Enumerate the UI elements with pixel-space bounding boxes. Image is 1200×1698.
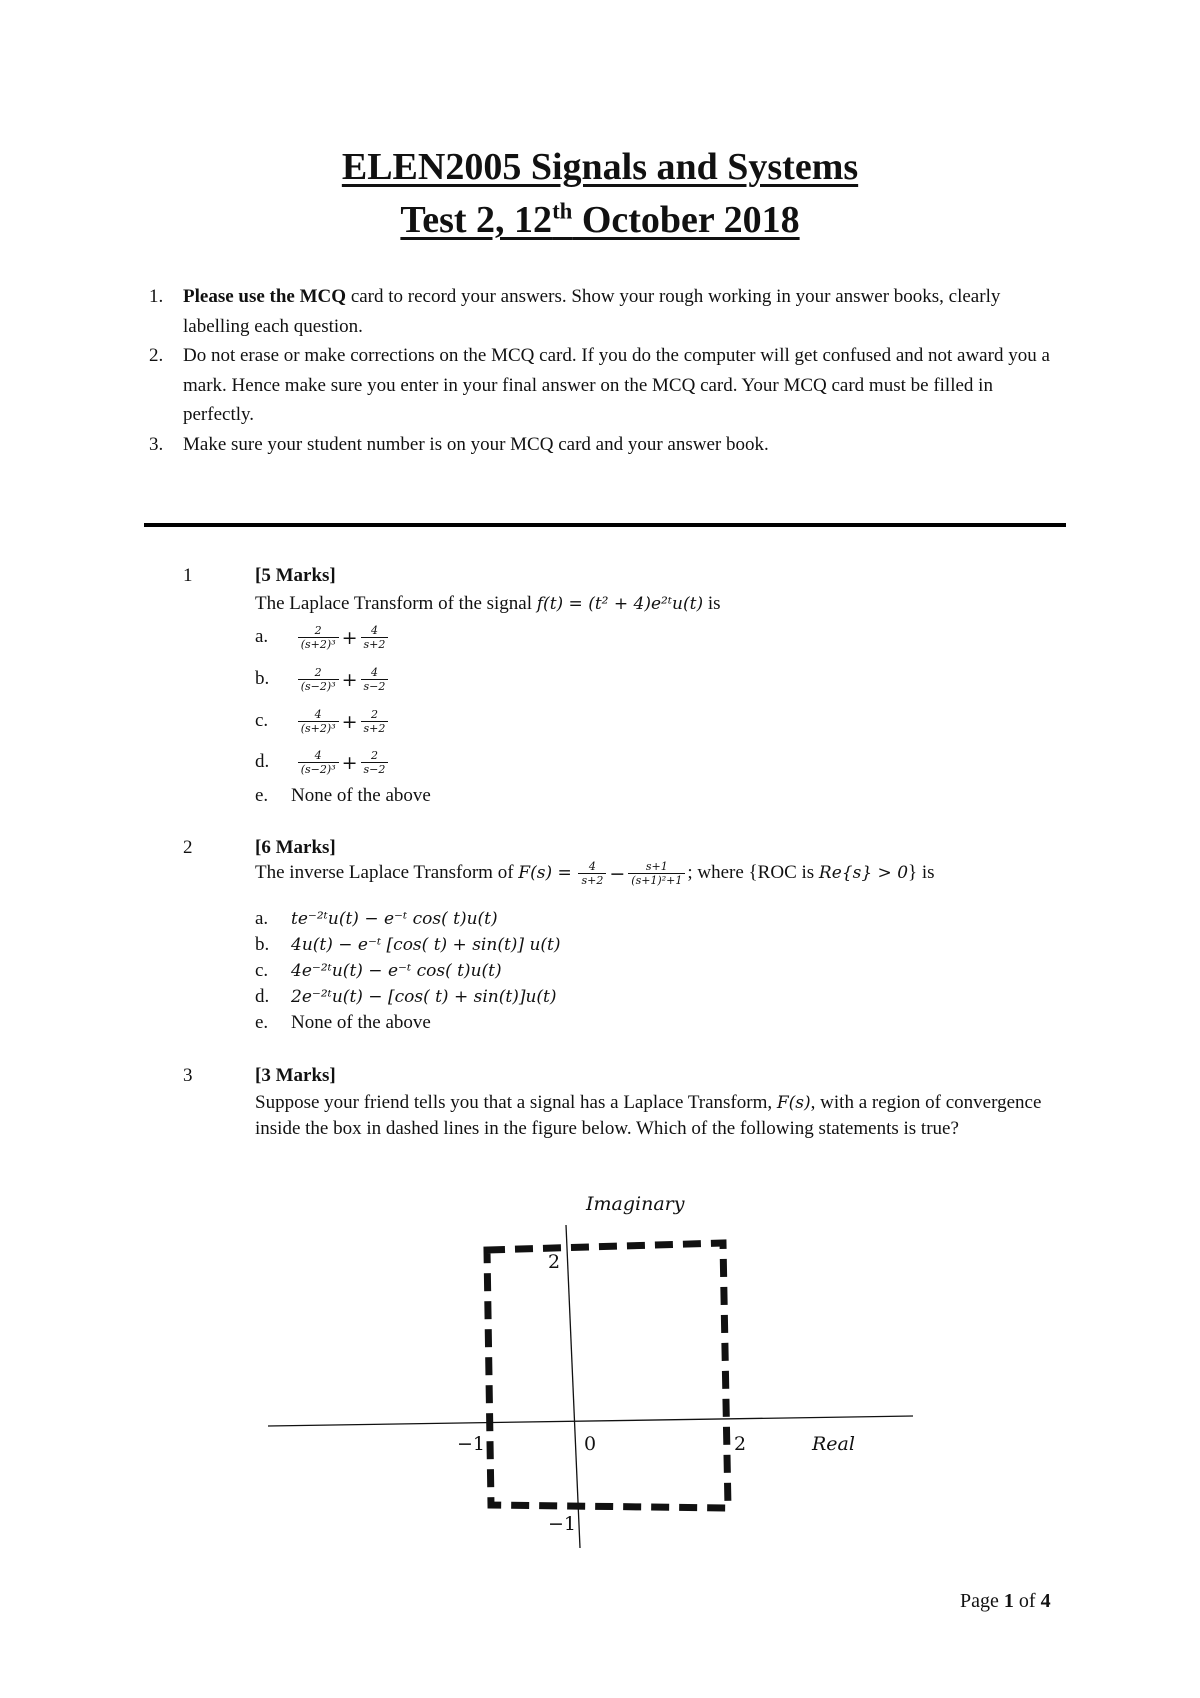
instruction-bold: Please use the MCQ [183, 286, 347, 307]
question-marks: [3 Marks] [255, 1065, 336, 1086]
option-label: a. [255, 626, 269, 647]
question-marks: [6 Marks] [255, 837, 336, 858]
minus-sign: − [609, 862, 626, 885]
option-label: e. [255, 1012, 269, 1033]
fraction: $\frac{4}{\text{(s+2)³}}$ [298, 708, 339, 735]
instruction-text: card to record your answers. Show your rough working in your answer books, clearly labelling each question. [183, 286, 1001, 337]
instruction-text: Do not erase or make corrections on the MCQ card. If you do the computer will get confused and not award you a mark. Hence make sure you enter in your final answer on the MCQ card. Your MCQ card must be filled in perfectly. [183, 345, 1050, 425]
tick-imag-2: 2 [548, 1251, 561, 1273]
option-math: 4u(t) − e⁻ᵗ [cos( t) + sin(t)] u(t) [291, 935, 561, 955]
option-math: 2e⁻²ᵗu(t) − [cos( t) + sin(t)]u(t) [291, 987, 557, 1007]
fraction: $\frac{2}{s+2}$ [361, 708, 389, 735]
tick-real-2: 2 [734, 1433, 747, 1455]
footer-mid: of [1013, 1590, 1041, 1612]
stem-text-end: } is [908, 862, 935, 883]
footer-prefix: Page [960, 1590, 1004, 1612]
roc-dashed-box [487, 1243, 728, 1508]
tick-imag-neg1: −1 [548, 1513, 577, 1535]
real-axis-label: Real [812, 1433, 855, 1455]
test-title-prefix: Test 2, 12 [400, 199, 553, 241]
tick-origin: 0 [584, 1433, 597, 1455]
fraction: $\frac{2}{\text{(s+2)³}}$ [298, 624, 339, 651]
real-axis [268, 1416, 913, 1426]
fraction: $\frac{4}{s-2}$ [361, 666, 389, 693]
question-number: 3 [183, 1065, 193, 1086]
instruction-number: 2. [149, 345, 164, 366]
fraction: $\frac{2}{\text{(s−2)³}}$ [298, 666, 339, 693]
page-footer [960, 1590, 1051, 1613]
test-title-sup: th [552, 198, 573, 224]
instruction-number: 1. [149, 286, 164, 307]
footer-page-number: 1 [1003, 1590, 1014, 1612]
test-title-suffix: October 2018 [572, 199, 800, 241]
plus-sign: + [341, 710, 358, 733]
tick-real-neg1: −1 [457, 1433, 486, 1455]
fraction: $\frac{4}{s+2}$ [578, 860, 606, 887]
imaginary-axis-label: Imaginary [586, 1193, 685, 1215]
stem-math: f(t) = (t² + 4)e²ᵗu(t) [536, 594, 704, 614]
stem-math: F(s) = [518, 863, 572, 883]
fraction: $\frac{2}{s-2}$ [361, 749, 389, 776]
option-label: b. [255, 934, 270, 955]
stem-text: The inverse Laplace Transform of [255, 862, 519, 883]
stem-math: Re{s} > 0 [818, 863, 909, 883]
option-label: a. [255, 908, 269, 929]
plus-sign: + [341, 668, 358, 691]
plus-sign: + [341, 626, 358, 649]
question-number: 1 [183, 565, 193, 586]
option-text: None of the above [291, 785, 431, 806]
course-title-text: ELEN2005 Signals and Systems [341, 146, 859, 188]
option-math: 4e⁻²ᵗu(t) − e⁻ᵗ cos( t)u(t) [291, 961, 502, 981]
stem-text-end: , with a region of convergence inside the box in dashed lines in the figure below. Which of the following statements is true? [255, 1092, 1042, 1139]
plus-sign: + [341, 751, 358, 774]
stem-text: The Laplace Transform of the signal [255, 593, 537, 614]
stem-text-end: is [707, 593, 721, 614]
instruction-text: Make sure your student number is on your MCQ card and your answer book. [183, 434, 769, 455]
fraction: $\frac{4}{s+2}$ [361, 624, 389, 651]
option-math: te⁻²ᵗu(t) − e⁻ᵗ cos( t)u(t) [291, 909, 498, 929]
option-label: d. [255, 986, 270, 1007]
footer-total-pages: 4 [1040, 1590, 1051, 1612]
imaginary-axis [566, 1225, 580, 1548]
option-label: b. [255, 668, 270, 689]
option-label: e. [255, 785, 269, 806]
option-label: c. [255, 960, 269, 981]
fraction: $\frac{s+1}{\text{(s+1)²+1}}$ [628, 860, 685, 887]
stem-math: F(s) [776, 1093, 811, 1113]
question-marks: [5 Marks] [255, 565, 336, 586]
option-text: None of the above [291, 1012, 431, 1033]
stem-text: ; where {ROC is [687, 862, 819, 883]
fraction: $\frac{4}{\text{(s−2)³}}$ [298, 749, 339, 776]
instruction-number: 3. [149, 434, 164, 455]
stem-text: Suppose your friend tells you that a signal has a Laplace Transform, [255, 1092, 777, 1113]
question-number: 2 [183, 837, 193, 858]
option-label: c. [255, 710, 269, 731]
option-label: d. [255, 751, 270, 772]
